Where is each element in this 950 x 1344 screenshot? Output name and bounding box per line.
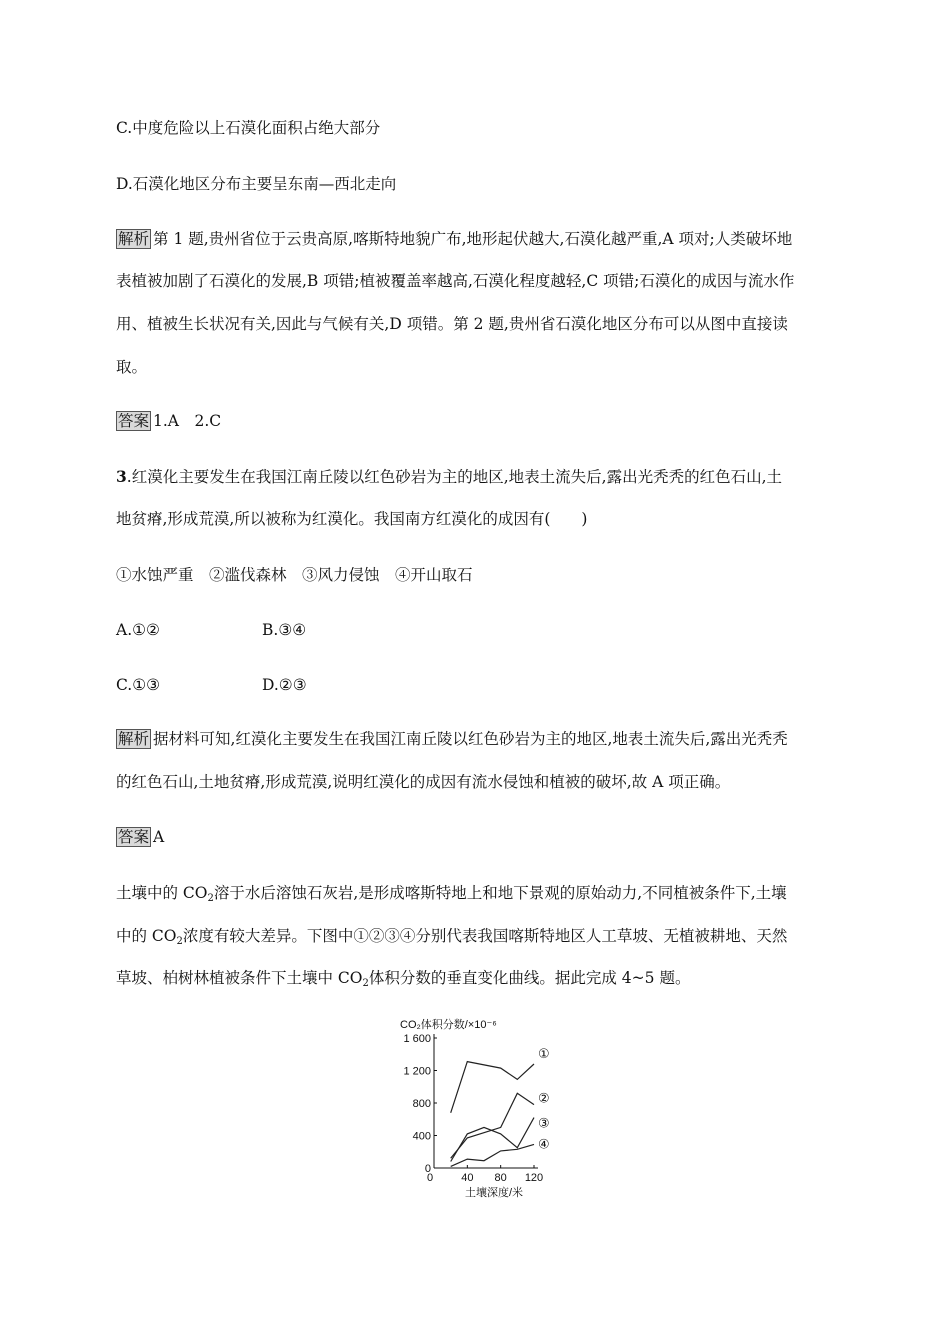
question-3-line-2: 地贫瘠,形成荒漠,所以被称为红漠化。我国南方红漠化的成因有( ) — [116, 510, 588, 528]
series-label: ② — [538, 1090, 550, 1106]
y-tick-label: 1 600 — [403, 1033, 431, 1045]
series-label: ③ — [538, 1115, 550, 1131]
option-d: D.②③ — [262, 676, 307, 694]
series-line — [451, 1144, 534, 1166]
question-3-items: ①水蚀严重 ②滥伐森林 ③风力侵蚀 ④开山取石 — [116, 566, 473, 584]
answer-1-text: 1.A 2.C — [153, 412, 222, 430]
intro-text: 溶于水后溶蚀石灰岩,是形成喀斯特地上和地下景观的原始动力,不同植被条件下,土壤 — [213, 884, 787, 902]
x-axis-label: 土壤深度/米 — [464, 1187, 524, 1199]
series-line — [451, 1062, 534, 1113]
analysis-1-text: 第 1 题,贵州省位于云贵高原,喀斯特地貌广布,地形起伏越大,石漠化越严重,A 项对;人类破坏地 — [153, 230, 793, 248]
intro-line-2 — [116, 926, 787, 952]
intro-text: 中的 CO — [116, 927, 177, 945]
analysis-2-line-2: 的红色石山,土地贫瘠,形成荒漠,说明红漠化的成因有流水侵蚀和植被的破坏,故 A 项正确。 — [116, 773, 731, 791]
intro-text: 体积分数的垂直变化曲线。据此完成 4~5 题。 — [368, 969, 691, 987]
analysis-1-line-1 — [116, 229, 792, 249]
answer-2-text: A — [153, 828, 165, 846]
x-tick-label: 40 — [461, 1172, 474, 1184]
question-3-options-ab — [116, 620, 516, 640]
intro-text: 浓度有较大差异。下图中①②③④分别代表我国喀斯特地区人工草坡、无植被耕地、天然 — [182, 927, 788, 945]
option-c: C.①③ — [116, 676, 161, 694]
x-tick-label: 80 — [494, 1172, 507, 1184]
analysis-tag: 解析 — [118, 230, 150, 248]
y-tick-label: 1 200 — [403, 1065, 431, 1078]
option-b: B.③④ — [262, 621, 307, 639]
option-a: A.①② — [116, 621, 160, 639]
answer-2 — [116, 827, 164, 847]
subscript: 2 — [362, 978, 369, 989]
question-3-options-cd — [116, 675, 516, 695]
intro-text: 土壤中的 CO — [116, 884, 208, 902]
subscript: 2 — [207, 893, 214, 904]
y-tick-label: 400 — [412, 1130, 431, 1143]
co2-depth-chart — [390, 1010, 570, 1200]
answer-1 — [116, 411, 221, 431]
series-label: ④ — [538, 1136, 550, 1152]
analysis-1-line-3: 用、植被生长状况有关,因此与气候有关,D 项错。第 2 题,贵州省石漠化地区分布可以从图中直接读 — [116, 315, 788, 333]
series-line — [451, 1118, 534, 1162]
x-tick-label: 120 — [524, 1172, 544, 1184]
analysis-1-line-2: 表植被加剧了石漠化的发展,B 项错;植被覆盖率越高,石漠化程度越轻,C 项错;石漠化的成因与流水作 — [116, 272, 795, 290]
question-3-stem: .红漠化主要发生在我国江南丘陵以红色砂岩为主的地区,地表土流失后,露出光秃秃的红色石山,土 — [126, 468, 783, 486]
subscript: 2 — [176, 936, 183, 947]
question-3-number: 3 — [116, 467, 127, 486]
intro-text: 草坡、柏树林植被条件下土壤中 CO — [116, 969, 363, 987]
analysis-2-line-1 — [116, 729, 788, 749]
y-tick-label: 0 — [424, 1163, 431, 1175]
question-3-line-1 — [116, 467, 782, 487]
x-tick-label: 0 — [426, 1172, 434, 1184]
intro-line-3 — [116, 968, 690, 994]
answer-tag: 答案 — [118, 828, 150, 846]
q2-option-d: D.石漠化地区分布主要呈东南—西北走向 — [116, 175, 397, 193]
intro-line-1 — [116, 883, 787, 909]
answer-tag: 答案 — [118, 412, 150, 430]
y-tick-label: 800 — [412, 1098, 431, 1110]
y-axis-label: CO₂体积分数/×10⁻⁶ — [400, 1019, 497, 1031]
q2-option-c: C.中度危险以上石漠化面积占绝大部分 — [116, 119, 381, 137]
series-label: ① — [538, 1046, 550, 1061]
analysis-2-text: 据材料可知,红漠化主要发生在我国江南丘陵以红色砂岩为主的地区,地表土流失后,露出光秃秃 — [153, 730, 788, 748]
analysis-tag: 解析 — [118, 730, 150, 748]
analysis-1-line-4: 取。 — [116, 358, 148, 376]
